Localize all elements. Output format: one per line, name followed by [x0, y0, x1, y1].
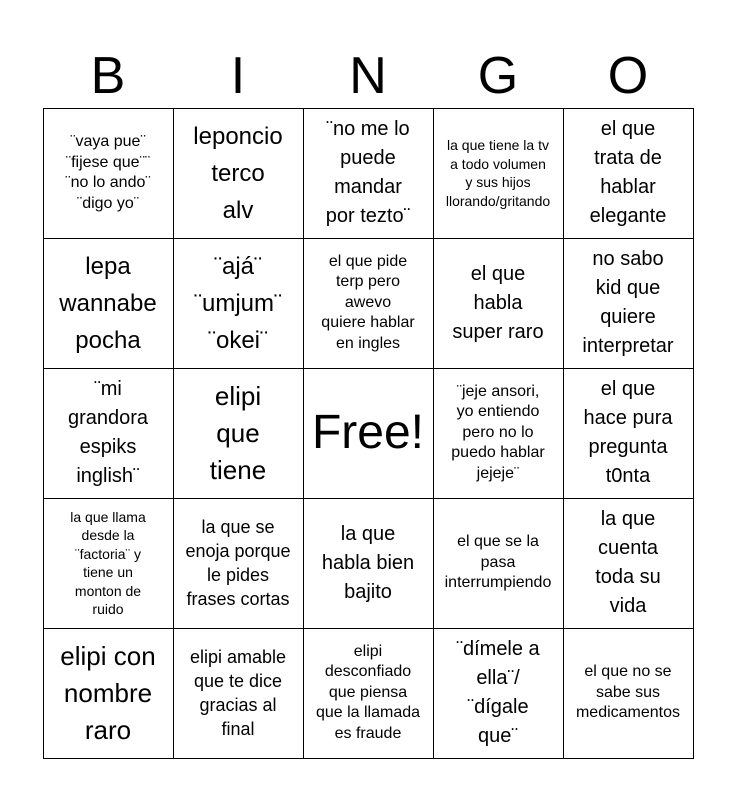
bingo-header [43, 46, 693, 106]
bingo-grid [43, 108, 693, 758]
bingo-cell[interactable]: la que llama desde la ¨factoria¨ y tiene un monton de ruido [43, 498, 174, 629]
free-space[interactable]: Free! [303, 368, 434, 499]
bingo-cell[interactable]: el que pide terp pero awevo quiere hablar en ingles [303, 238, 434, 369]
header-letter-o: O [607, 47, 649, 105]
header-letter-g: G [477, 47, 519, 105]
bingo-cell[interactable]: el que no se sabe sus medicamentos [563, 628, 694, 759]
bingo-cell[interactable]: la que se enoja porque le pides frases cortas [173, 498, 304, 629]
bingo-cell[interactable]: ¨ajá¨ ¨umjum¨ ¨okei¨ [173, 238, 304, 369]
bingo-cell[interactable]: el que habla super raro [433, 238, 564, 369]
bingo-cell[interactable]: el que se la pasa interrumpiendo [433, 498, 564, 629]
bingo-cell[interactable]: ¨mi grandora espiks inglish¨ [43, 368, 174, 499]
bingo-cell[interactable]: no sabo kid que quiere interpretar [563, 238, 694, 369]
bingo-cell[interactable]: la que tiene la tv a todo volumen y sus hijos llorando/gritando [433, 108, 564, 239]
bingo-cell[interactable]: ¨vaya pue¨ ¨fijese que¨¨ ¨no lo ando¨ ¨digo yo¨ [43, 108, 174, 239]
bingo-cell[interactable]: elipi con nombre raro [43, 628, 174, 759]
header-letter-b: B [90, 47, 126, 105]
bingo-cell[interactable]: elipi desconfiado que piensa que la llamada es fraude [303, 628, 434, 759]
bingo-cell[interactable]: lepa wannabe pocha [43, 238, 174, 369]
bingo-cell[interactable]: elipi amable que te dice gracias al final [173, 628, 304, 759]
bingo-cell[interactable]: ¨dímele a ella¨/ ¨dígale que¨ [433, 628, 564, 759]
bingo-cell[interactable]: la que cuenta toda su vida [563, 498, 694, 629]
header-letter-i: I [230, 47, 246, 105]
bingo-cell[interactable]: el que trata de hablar elegante [563, 108, 694, 239]
bingo-cell[interactable]: la que habla bien bajito [303, 498, 434, 629]
header-letter-n: N [349, 47, 387, 105]
bingo-cell[interactable]: ¨no me lo puede mandar por tezto¨ [303, 108, 434, 239]
bingo-cell[interactable]: ¨jeje ansori, yo entiendo pero no lo puedo hablar jejeje¨ [433, 368, 564, 499]
bingo-cell[interactable]: elipi que tiene [173, 368, 304, 499]
bingo-cell[interactable]: el que hace pura pregunta t0nta [563, 368, 694, 499]
bingo-cell[interactable]: leponcio terco alv [173, 108, 304, 239]
